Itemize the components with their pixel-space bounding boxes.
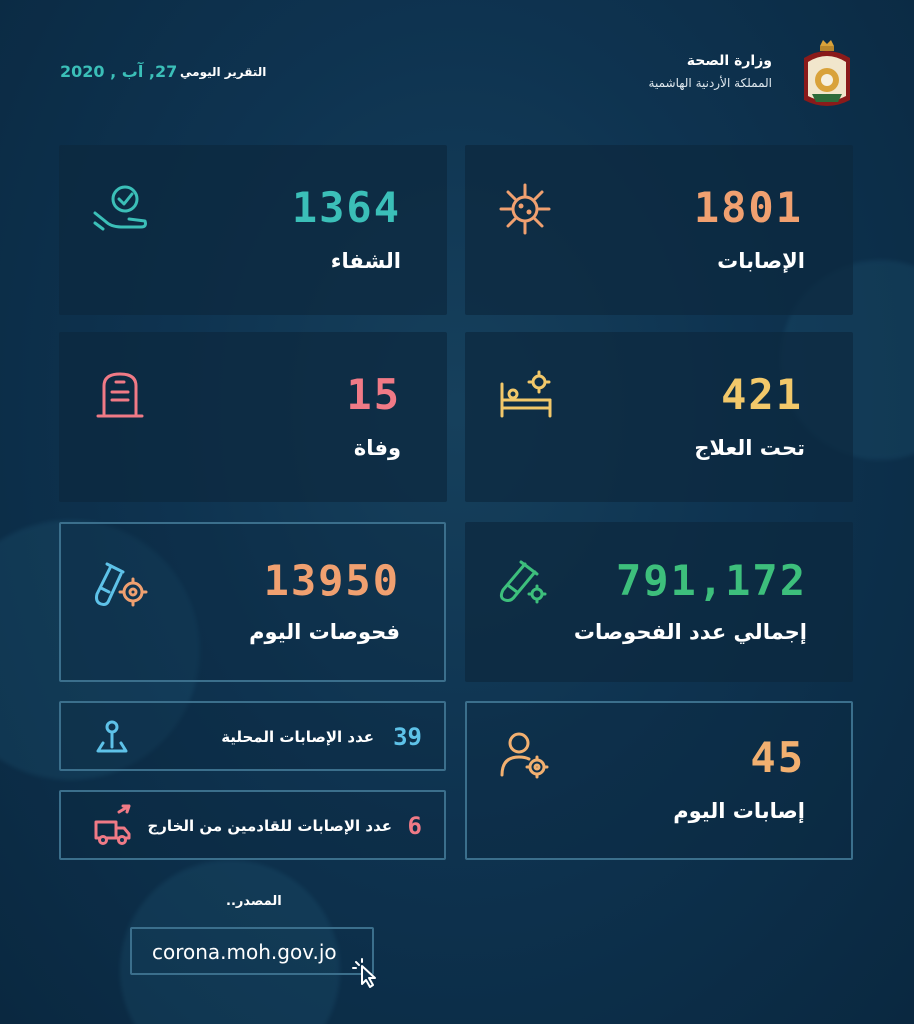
hand-check-icon bbox=[93, 183, 149, 233]
total-tests-label: إجمالي عدد الفحوصات bbox=[573, 620, 807, 644]
local-cases-label: عدد الإصابات المحلية bbox=[221, 728, 374, 746]
local-cases-value: 39 bbox=[393, 723, 422, 751]
source-url-box[interactable] bbox=[130, 927, 374, 975]
cases-today-card bbox=[465, 701, 853, 860]
under-treatment-label: تحت العلاج bbox=[694, 436, 805, 460]
person-gear-icon bbox=[499, 731, 549, 779]
tombstone-icon bbox=[95, 370, 145, 420]
cases-value: 1801 bbox=[693, 183, 803, 232]
cases-today-value: 45 bbox=[750, 733, 805, 782]
deaths-value: 15 bbox=[346, 370, 401, 419]
deaths-card bbox=[59, 332, 447, 502]
cases-card bbox=[465, 145, 853, 315]
virus-icon bbox=[497, 181, 553, 237]
report-date: 27, آب , 2020 bbox=[60, 62, 178, 81]
cases-today-label: إصابات اليوم bbox=[673, 799, 805, 823]
hospital-bed-icon bbox=[499, 370, 553, 420]
location-pin-icon bbox=[95, 719, 129, 755]
cases-label: الإصابات bbox=[717, 249, 805, 273]
under-treatment-value: 421 bbox=[721, 370, 803, 419]
total-tests-card bbox=[465, 522, 853, 682]
local-cases-card bbox=[59, 701, 446, 771]
report-label: التقرير اليومي bbox=[180, 65, 267, 79]
imported-cases-card bbox=[59, 790, 446, 860]
ministry-subtitle: المملكة الأردنية الهاشمية bbox=[648, 76, 772, 90]
test-tubes-gear-icon bbox=[93, 562, 149, 608]
imported-cases-label: عدد الإصابات للقادمين من الخارج bbox=[147, 817, 392, 835]
tests-today-label: فحوصات اليوم bbox=[249, 620, 400, 644]
total-tests-value: 791,172 bbox=[615, 556, 807, 605]
imported-cases-value: 6 bbox=[407, 812, 422, 840]
tests-today-card bbox=[59, 522, 446, 682]
tests-today-value: 13950 bbox=[263, 556, 400, 605]
under-treatment-card bbox=[465, 332, 853, 502]
ministry-title: وزارة الصحة bbox=[686, 53, 772, 69]
deaths-label: وفاة bbox=[353, 436, 401, 460]
jordan-coat-of-arms-icon bbox=[798, 38, 856, 112]
cursor-click-icon bbox=[352, 958, 380, 988]
recovered-value: 1364 bbox=[291, 183, 401, 232]
truck-plane-icon bbox=[93, 802, 133, 848]
source-url[interactable]: corona.moh.gov.jo bbox=[152, 940, 337, 964]
test-tube-icon bbox=[497, 560, 547, 604]
recovered-card bbox=[59, 145, 447, 315]
source-label: المصدر.. bbox=[226, 894, 282, 909]
recovered-label: الشفاء bbox=[330, 249, 401, 273]
